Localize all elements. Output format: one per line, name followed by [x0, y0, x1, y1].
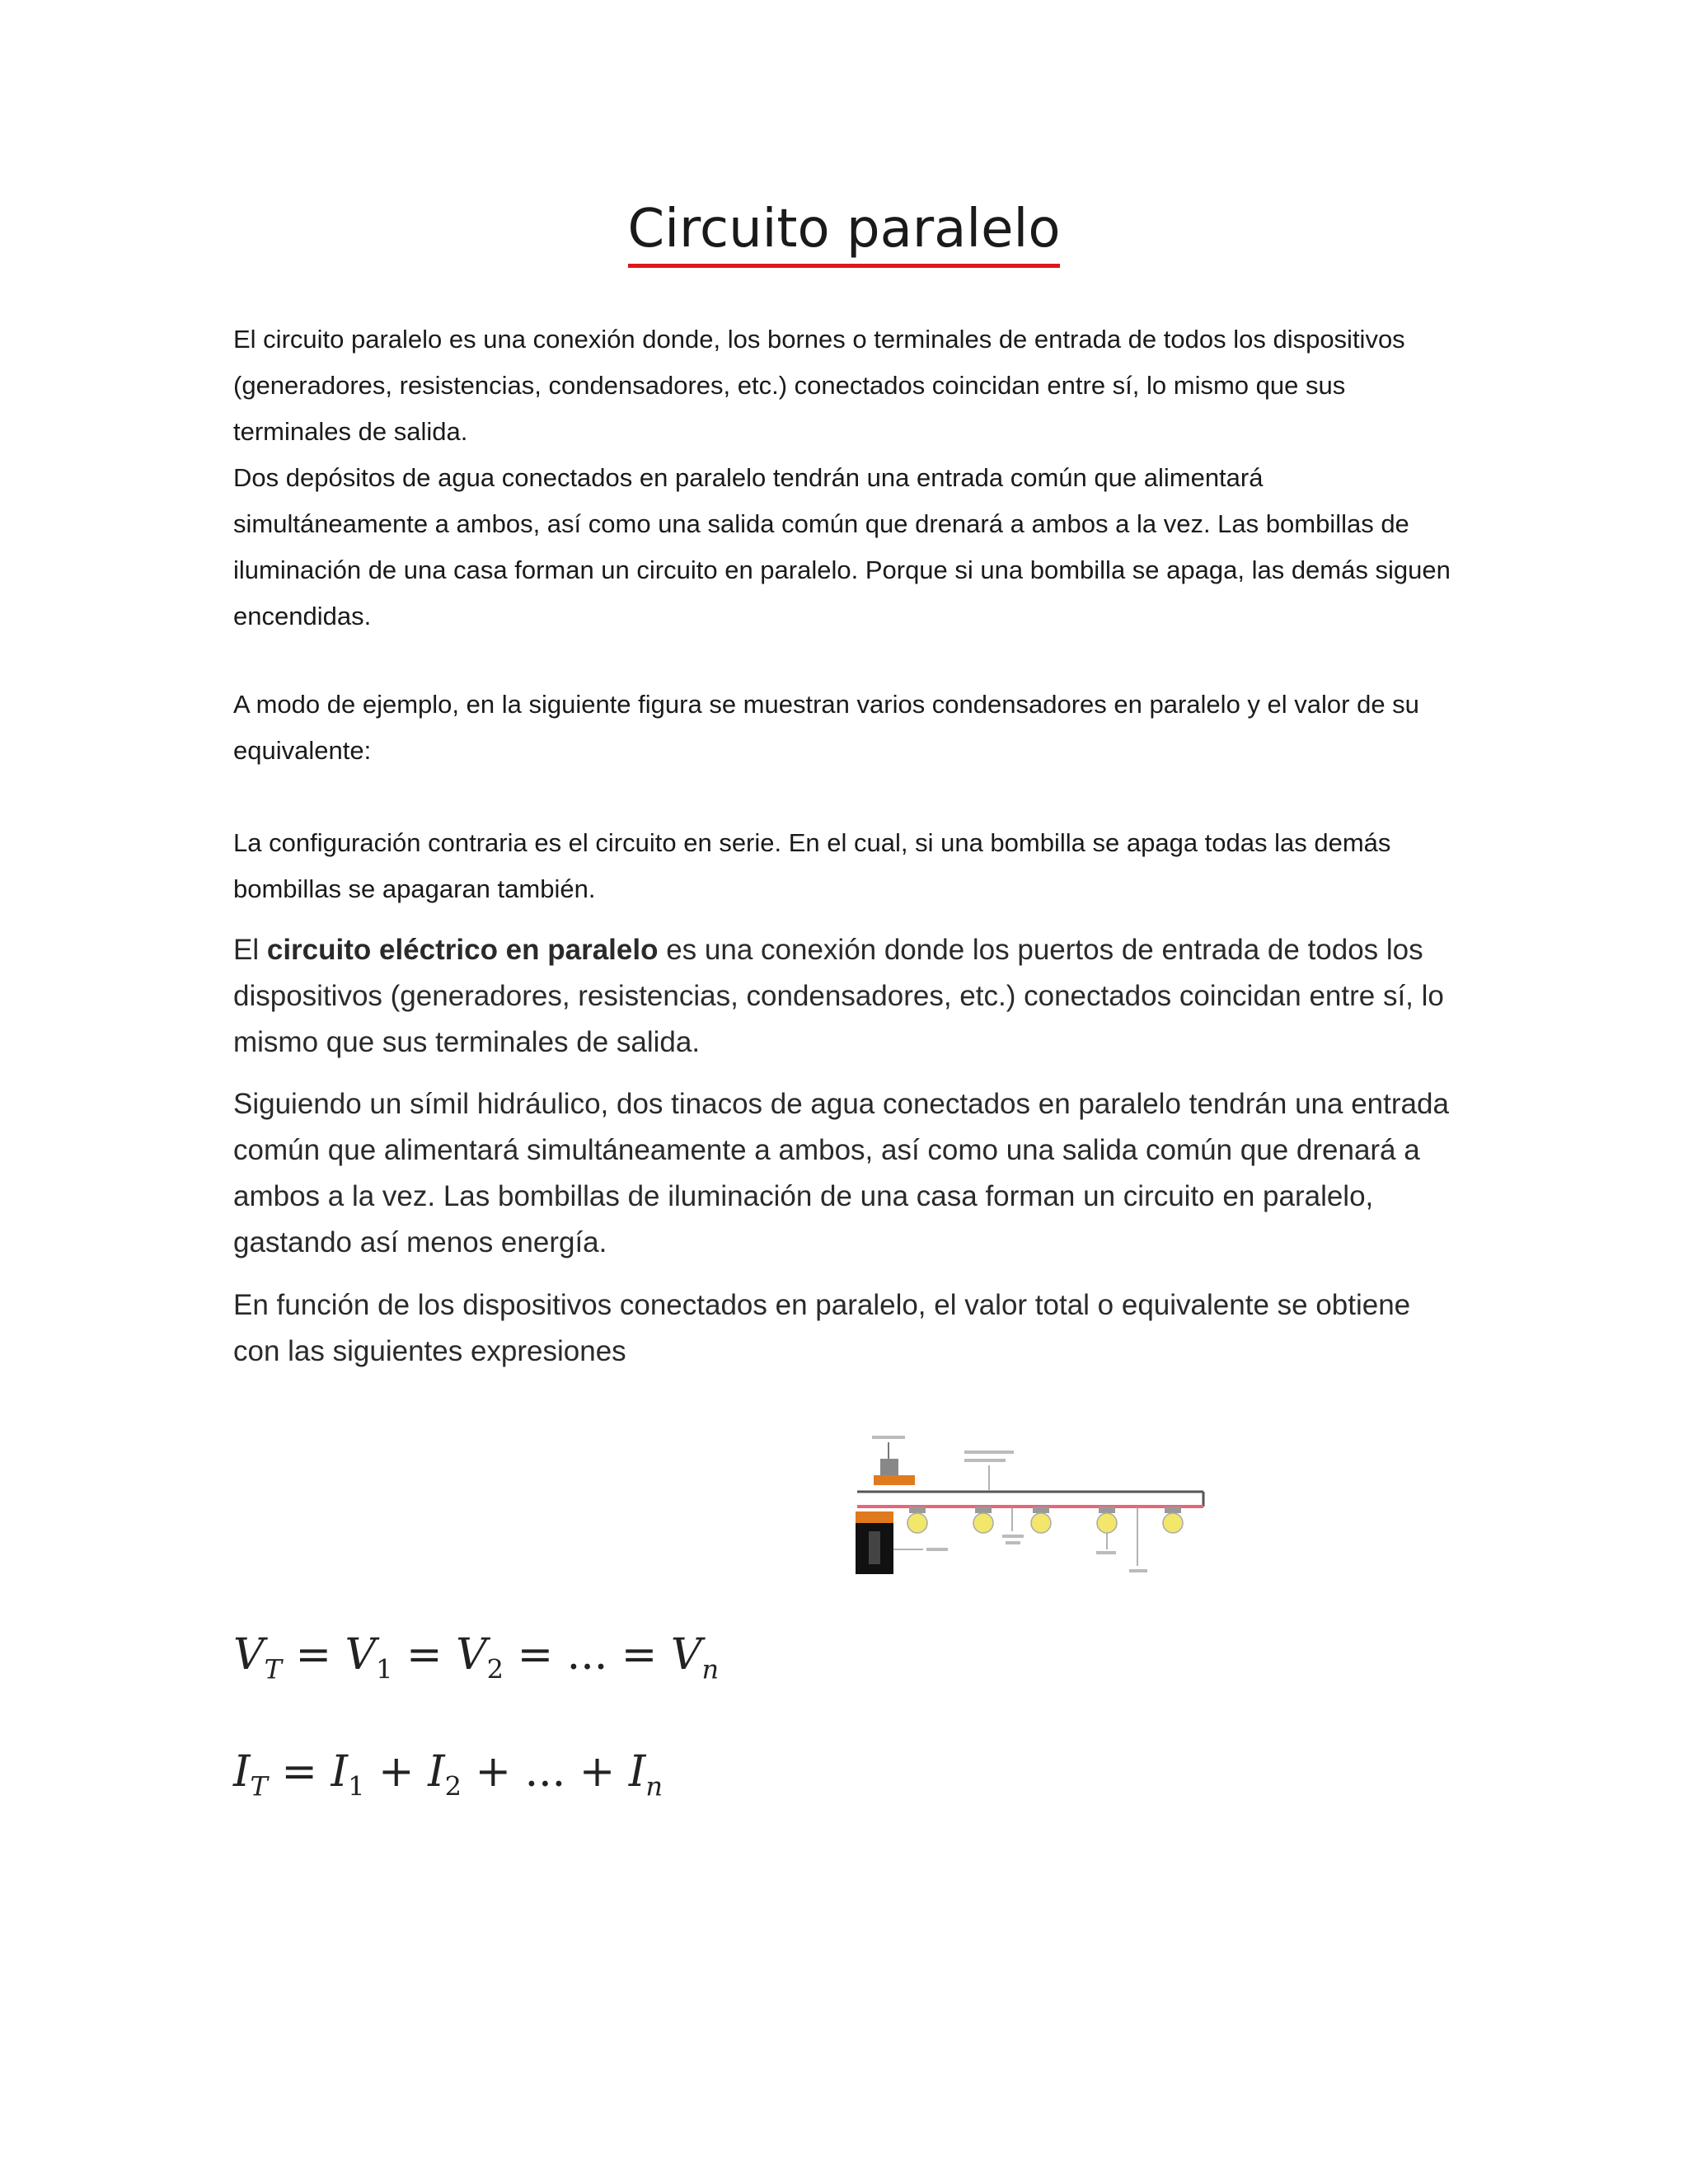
text-run: El: [233, 934, 267, 966]
switch-icon: [880, 1459, 898, 1475]
wire-label-mark: [964, 1459, 1006, 1462]
paragraph-hydraulic-analogy: [233, 1081, 1453, 1266]
parallel-circuit-figure: [841, 1426, 1212, 1582]
ellipsis: ...: [566, 1630, 608, 1680]
ellipsis: ...: [524, 1747, 566, 1797]
paragraph-series-contrast: [233, 820, 1453, 912]
subscript: n: [645, 1770, 663, 1802]
operator: +: [377, 1747, 415, 1797]
switch-base: [874, 1475, 915, 1485]
paragraph-capacitor-example: [233, 682, 1453, 774]
symbol: I: [233, 1747, 251, 1797]
operator: =: [281, 1747, 317, 1797]
operator: +: [475, 1747, 512, 1797]
symbol: V: [233, 1630, 265, 1680]
paragraph-electric-parallel: [233, 927, 1453, 1066]
battery-label-mark: [926, 1548, 948, 1551]
symbol: V: [456, 1630, 487, 1680]
paragraph-text: A modo de ejemplo, en la siguiente figura se muestran varios condensadores en paralelo y el valor de su equivalente:: [233, 690, 1419, 765]
subscript: 1: [376, 1653, 393, 1685]
subscript: T: [264, 1653, 282, 1685]
bulb-icon: [1097, 1507, 1117, 1533]
operator: =: [406, 1630, 443, 1680]
symbol: I: [331, 1747, 349, 1797]
subscript: n: [701, 1653, 720, 1685]
paragraph-definition: [233, 316, 1453, 455]
paragraph-text: [233, 927, 1453, 1066]
paragraph-text: El circuito paralelo es una conexión donde, los bornes o terminales de entrada de todos los dispositivos (generadores, resistencias, condensadores, etc.) conectados coincidan entre sí, lo mismo que sus terminales de salida.: [233, 325, 1405, 446]
bulb-label-mark: [1096, 1551, 1116, 1554]
bulb-label-mark: [1002, 1535, 1024, 1538]
paragraph-text: En función de los dispositivos conectados en paralelo, el valor total o equivalente se obtiene con las siguientes expresiones: [233, 1289, 1411, 1367]
wire-label-mark: [964, 1451, 1014, 1454]
symbol: V: [670, 1630, 702, 1680]
subscript: 1: [348, 1770, 365, 1802]
paragraph-expressions-intro: [233, 1282, 1453, 1375]
formula-current: [233, 1747, 663, 1802]
subscript: 2: [444, 1770, 462, 1802]
bold-term: circuito eléctrico en paralelo: [266, 934, 659, 966]
page-title: [0, 196, 1688, 268]
bulb-label-mark: [1006, 1541, 1020, 1544]
text-run: es una conexión donde los puertos de entrada de todos los dispositivos (generadores, resistencias, condensadores, etc.) conectados coincidan entre sí, lo mismo que sus terminales de salida.: [233, 934, 1444, 1058]
switch-label-mark: [872, 1436, 905, 1439]
paragraph-text: Siguiendo un símil hidráulico, dos tinacos de agua conectados en paralelo tendrán una entrada común que alimentará simultáneamente a ambos, así como una salida común que drenará a ambos a la vez. Las bombillas de iluminación de una casa forman un circuito en paralelo, gastando así menos energía.: [233, 1088, 1449, 1258]
paragraph-text: La configuración contraria es el circuito en serie. En el cual, si una bombilla se apaga todas las demás bombillas se apagaran también.: [233, 828, 1391, 903]
formula-voltage: [233, 1630, 719, 1685]
title-text: Circuito paralelo: [628, 196, 1061, 268]
operator: =: [621, 1630, 658, 1680]
symbol: I: [628, 1747, 646, 1797]
bulb-icon: [1031, 1507, 1051, 1533]
bulb-icon: [973, 1507, 993, 1533]
bulb-icon: [907, 1507, 927, 1533]
bulb-icon: [1163, 1507, 1183, 1533]
paragraph-text: Dos depósitos de agua conectados en paralelo tendrán una entrada común que alimentará simultáneamente a ambos, así como una salida común que drenará a ambos a la vez. Las bombillas de iluminación de una casa forman un circuito en paralelo. Porque si una bombilla se apaga, las demás siguen encendidas.: [233, 463, 1451, 630]
symbol: I: [428, 1747, 445, 1797]
operator: +: [579, 1747, 616, 1797]
subscript: T: [250, 1770, 268, 1802]
operator: =: [517, 1630, 554, 1680]
operator: =: [295, 1630, 332, 1680]
subscript: 2: [486, 1653, 504, 1685]
wire-label-mark: [1129, 1569, 1147, 1572]
symbol: V: [345, 1630, 377, 1680]
paragraph-water-example: [233, 455, 1453, 640]
battery-top: [856, 1511, 893, 1523]
battery-label: [869, 1531, 880, 1564]
